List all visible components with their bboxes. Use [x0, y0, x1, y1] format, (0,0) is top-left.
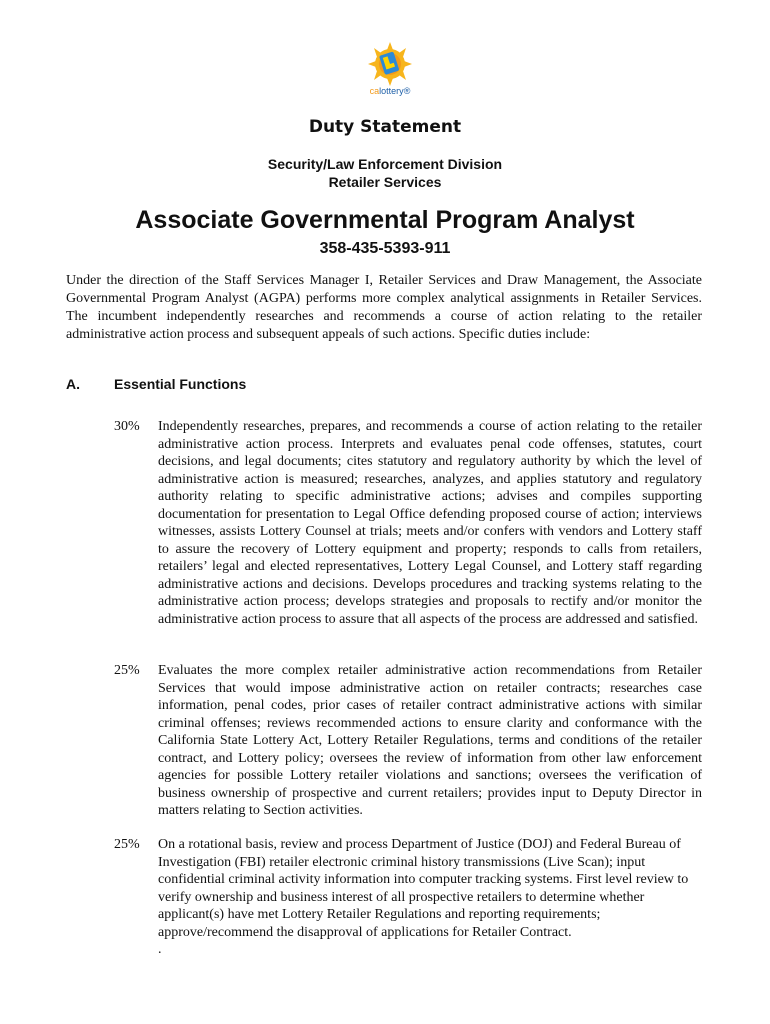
division-name: Security/Law Enforcement Division — [267, 156, 503, 172]
job-title: Associate Governmental Program Analyst — [135, 206, 635, 234]
trailing-mark: . — [158, 942, 162, 957]
duty-percent: 25% — [114, 837, 140, 852]
document-type-heading: Duty Statement — [308, 117, 462, 137]
division-heading — [0, 155, 770, 191]
duty-text-block — [158, 836, 702, 959]
duty-percent: 30% — [114, 419, 140, 434]
unit-name: Retailer Services — [328, 174, 442, 190]
position-number: 358-435-5393-911 — [319, 240, 451, 257]
intro-paragraph: Under the direction of the Staff Services Manager I, Retailer Services and Draw Management, the Associate Governmental Program Analyst (AGPA) performs more complex analytical assignments in Retailer Services. The incumbent independently researches and recommends a course of action relating to the retailer administrative action process and subsequent appeals of such actions. Specific duties include: — [66, 273, 702, 342]
section-letter: A. — [66, 376, 80, 392]
duty-text: On a rotational basis, review and process Department of Justice (DOJ) and Federal Bureau of Investigation (FBI) retailer electronic criminal history transmissions (Live Scan); input confidential criminal activity information into computer tracking systems. First level review to verify ownership and business interest of all prospective retailers to determine whether applicant(s) have met Lottery Retailer Regulations and reporting requirements; approve/recommend the disapproval of applications for Retailer Contract. — [158, 837, 689, 940]
calottery-logo — [362, 42, 418, 100]
duty-text: Independently researches, prepares, and recommends a course of action relating to the retailer administrative action process. Interprets and evaluates penal code offenses, statutes, court decisions, and legal documents; cites statutory and regulatory authority by which the level of administrative action is measured; researches, analyzes, and applies statutory and regulatory authority relating to specific administrative actions; advises and compiles supporting documentation for presentation to Legal Office defending proposed course of action; interviews witnesses, assists Lottery Counsel at trials; meets and/or confers with vendors and Lottery staff to assure the recovery of Lottery equipment and property; responds to calls from retailers, retailers’ legal and elected representatives, Lottery Legal Counsel, and Lottery staff regarding administrative actions and decisions. Develops procedures and tracking systems relating to the administrative action process; develops strategies and proposals to rectify and/or monitor the administrative action process to assure that all aspects of the process are addressed and satisfied. — [158, 419, 702, 627]
section-title: Essential Functions — [114, 376, 247, 392]
logo-wordmark: calottery® — [369, 86, 411, 96]
duty-text: Evaluates the more complex retailer administrative action recommendations from Retailer Services that would impose administrative action on retailer contracts; researches case information, penal codes, prior cases of retailer contract administrative actions with similar criminal offenses; reviews recommended actions to ensure clarity and conformance with the California State Lottery Act, Lottery Retailer Regulations, terms and conditions of the retailer contract, and Lottery policy; oversees the review of information from other law enforcement agencies for possible Lottery retailer violations and sanctions; oversees the verification of business ownership of prospective and current retailers; provides input to Deputy Director in matters relating to Section activities. — [158, 663, 702, 818]
calottery-sun-icon — [362, 42, 418, 86]
duty-percent: 25% — [114, 663, 140, 678]
